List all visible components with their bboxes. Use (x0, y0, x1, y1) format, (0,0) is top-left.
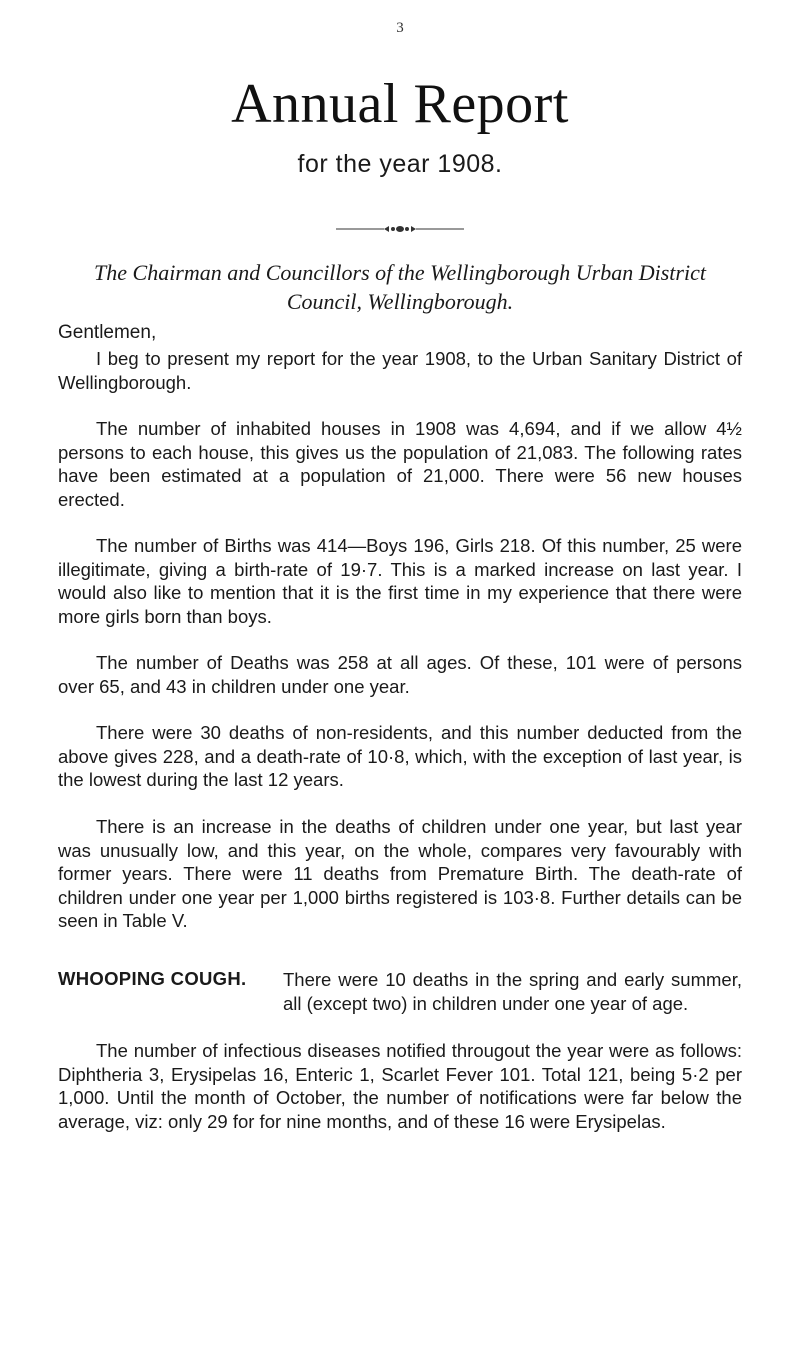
addressee-line-1: The Chairman and Councillors of the Wellingborough Urban District (94, 260, 706, 285)
paragraph-intro: I beg to present my report for the year 1908, to the Urban Sanitary District of Wellingborough. (58, 348, 742, 393)
ornament-divider (336, 224, 464, 234)
whooping-cough-heading: WHOOPING COUGH. (58, 968, 247, 989)
page-number: 3 (396, 20, 404, 36)
paragraph-population: The number of inhabited houses in 1908 was 4,694, and if we allow 4½ persons to each house, this gives us the population of 21,083. The following rates have been estimated at a population of 21,000. There were 56 new houses erected. (58, 418, 742, 510)
salutation: Gentlemen, (58, 322, 157, 343)
paragraph-deaths: The number of Deaths was 258 at all ages. Of these, 101 were of persons over 65, and 43 in children under one year. (58, 652, 742, 697)
addressee (0, 258, 800, 316)
paragraph-infant-deaths: There is an increase in the deaths of children under one year, but last year was unusually low, and this year, on the whole, compares very favourably with former years. There were 11 deaths from Premature Birth. The death-rate of children under one year per 1,000 births registered is 103·8. Further details can be seen in Table V. (58, 816, 742, 931)
addressee-line-2: Council, Wellingborough. (286, 289, 514, 314)
paragraph-births: The number of Births was 414—Boys 196, Girls 218. Of this number, 25 were illegitimate, giving a birth-rate of 19·7. This is a marked increase on last year. I would also like to mention that it is the first time in my experience that there were more girls born than boys. (58, 535, 742, 627)
paragraph-non-residents: There were 30 deaths of non-residents, and this number deducted from the above gives 228, and a death-rate of 10·8, which, with the exception of last year, is the lowest during the last 12 years. (58, 722, 742, 790)
paragraph-infectious-diseases: The number of infectious diseases notified througout the year were as follows: Diphtheria 3, Erysipelas 16, Enteric 1, Scarlet Fever 101. Total 121, being 5·2 per 1,000. Until the month of October, the number of notifications were far below the average, viz: only 29 for for nine months, and of these 16 were Erysipelas. (58, 1040, 742, 1132)
whooping-cough-text: There were 10 deaths in the spring and early summer, all (except two) in children under one year of age. (283, 969, 742, 1014)
report-title: Annual Report (231, 73, 569, 135)
report-subtitle: for the year 1908. (297, 150, 503, 178)
